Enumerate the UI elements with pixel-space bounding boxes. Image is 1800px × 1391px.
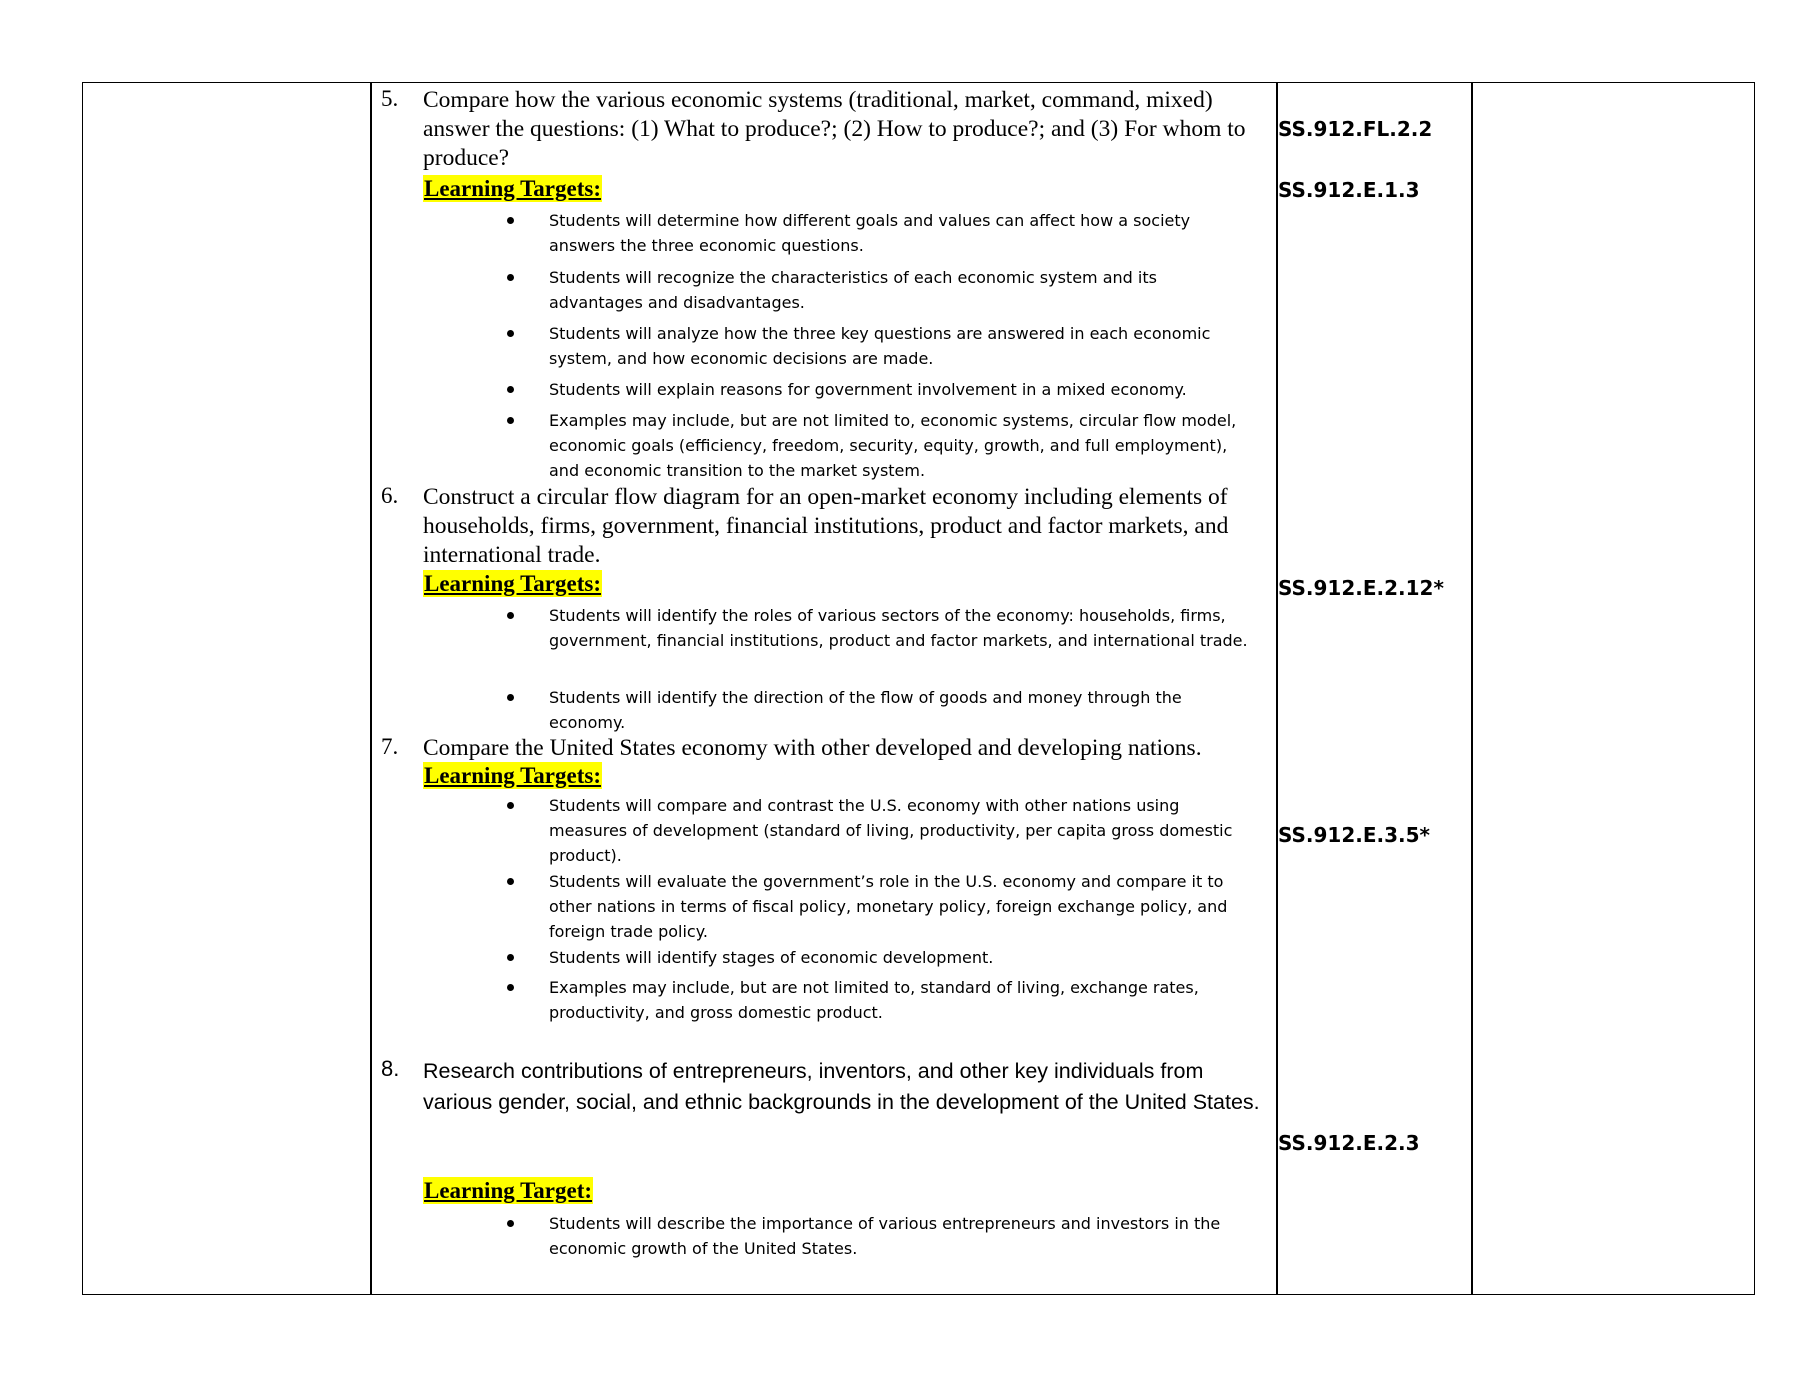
objective-number: 7.: [381, 734, 399, 759]
bullet-icon: [507, 274, 514, 281]
list-item: Students will identify the roles of various sectors of the economy: households, firms, government, financial institutions, product and factor markets, and international trade.: [371, 603, 1249, 685]
objectives-column: [371, 83, 1267, 1294]
objective-number: 5.: [381, 86, 399, 111]
standard-code: SS.912.E.2.3: [1278, 1131, 1420, 1155]
bullet-icon: [507, 694, 514, 701]
bullet-icon: [507, 954, 514, 961]
column-divider: [1471, 83, 1473, 1294]
objective-text: Research contributions of entrepreneurs, inventors, and other key individuals from various gender, social, and ethnic backgrounds in the development of the United States.: [423, 1059, 1260, 1114]
objective-number: 6.: [381, 483, 399, 508]
standard-code: SS.912.E.1.3: [1278, 178, 1420, 202]
learning-targets-label: Learning Targets:: [424, 763, 601, 788]
list-item: Students will compare and contrast the U.S. economy with other nations using measures of development (standard of living, productivity, per capita gross domestic product).: [371, 793, 1249, 869]
learning-targets-label: Learning Target:: [424, 1178, 593, 1203]
bullet-icon: [507, 878, 514, 885]
target-list: [371, 793, 1267, 1025]
list-item: Students will determine how different goals and values can affect how a society answers the three economic questions.: [371, 208, 1249, 265]
bullet-icon: [507, 802, 514, 809]
bullet-icon: [507, 417, 514, 424]
list-item: Examples may include, but are not limited to, standard of living, exchange rates, productivity, and gross domestic product.: [371, 975, 1249, 1025]
list-item: Students will recognize the characteristics of each economic system and its advantages and disadvantages.: [371, 265, 1249, 321]
standards-table: [82, 82, 1755, 1295]
learning-targets-label: Learning Targets:: [424, 571, 601, 596]
bullet-icon: [507, 330, 514, 337]
target-list: [371, 208, 1267, 483]
objective-text: Compare how the various economic systems (traditional, market, command, mixed) answer the questions: (1) What to produce?; (2) How to produce?; and (3) For whom to produce?: [423, 87, 1246, 171]
list-item: Students will explain reasons for government involvement in a mixed economy.: [371, 377, 1249, 408]
objective-number: 8.: [381, 1056, 400, 1081]
bullet-icon: [507, 612, 514, 619]
objective-text: Compare the United States economy with other developed and developing nations.: [423, 735, 1202, 761]
bullet-icon: [507, 1220, 514, 1227]
list-item: Students will identify the direction of the flow of goods and money through the economy.: [371, 685, 1249, 735]
standard-code: SS.912.FL.2.2: [1278, 117, 1433, 141]
learning-targets-label: Learning Targets:: [424, 176, 601, 201]
standards-column: [1278, 83, 1468, 1294]
bullet-icon: [507, 984, 514, 991]
bullet-icon: [507, 386, 514, 393]
standard-code: SS.912.E.3.5*: [1278, 823, 1431, 847]
list-item: Students will describe the importance of various entrepreneurs and investors in the economic growth of the United States.: [371, 1211, 1249, 1261]
list-item: Students will evaluate the government’s role in the U.S. economy and compare it to other nations in terms of fiscal policy, monetary policy, foreign exchange policy, and foreign trade policy.: [371, 869, 1249, 945]
list-item: Students will analyze how the three key questions are answered in each economic system, and how economic decisions are made.: [371, 321, 1249, 377]
objective-text: Construct a circular flow diagram for an open-market economy including elements of households, firms, government, financial institutions, product and factor markets, and international trade.: [423, 484, 1229, 568]
bullet-icon: [507, 217, 514, 224]
target-list: [371, 603, 1267, 735]
standard-code: SS.912.E.2.12*: [1278, 576, 1444, 600]
target-list: [371, 1211, 1267, 1261]
list-item: Students will identify stages of economic development.: [371, 945, 1249, 975]
list-item: Examples may include, but are not limited to, economic systems, circular flow model, economic goals (efficiency, freedom, security, equity, growth, and full employment), and economic transition to the market system.: [371, 408, 1249, 483]
